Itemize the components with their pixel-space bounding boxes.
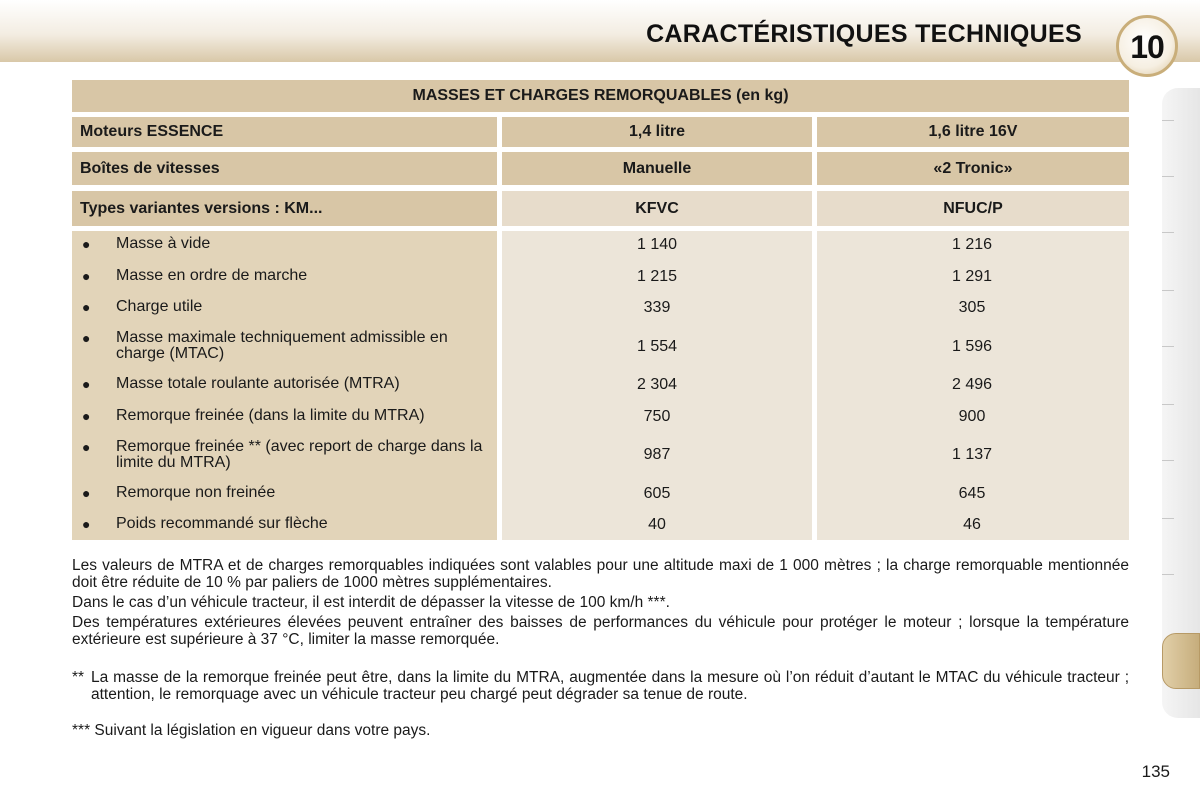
item-value-col1: 605: [643, 485, 671, 502]
tab-divider: [1162, 574, 1174, 575]
bullet: ●: [82, 408, 91, 424]
bullet: ●: [82, 439, 91, 455]
paragraph-speed: Dans le cas d’un véhicule tracteur, il est interdit de dépasser la vitesse de 100 km/h ***.: [72, 594, 670, 611]
item-value-col1: 40: [648, 516, 666, 533]
footnote-text: La masse de la remorque freinée peut être, dans la limite du MTRA, augmentée dans la mesure où l’on réduit d’autant le MTAC du véhicule tracteur ; attention, le remorquage avec un véhicule tracteur peu chargé peut dégrader sa tenue de route.: [91, 669, 1129, 703]
item-value-col1: 2 304: [636, 376, 678, 393]
row-engine-col2: 1,6 litre 16V: [817, 117, 1129, 147]
footnote-text: Suivant la législation en vigueur dans votre pays.: [94, 722, 431, 739]
bullet: ●: [82, 485, 91, 501]
item-label: Masse totale roulante autorisée (MTRA): [116, 375, 400, 392]
tab-divider: [1162, 120, 1174, 121]
item-label: Masse en ordre de marche: [116, 267, 308, 284]
item-value-col1: 750: [643, 408, 671, 425]
item-value-col2: 1 137: [951, 446, 993, 463]
bullet: ●: [82, 268, 91, 284]
item-label: Masse à vide: [116, 235, 211, 252]
row-gearbox-col2: «2 Tronic»: [817, 152, 1129, 185]
item-value-col2: 2 496: [951, 376, 993, 393]
bullet: ●: [82, 330, 91, 346]
row-types-label: Types variantes versions : KM...: [72, 191, 497, 226]
item-value-col1: 339: [643, 299, 671, 316]
item-value-col2: 1 216: [951, 236, 993, 253]
row-engine-col1: 1,4 litre: [502, 117, 812, 147]
chapter-number: 10: [1130, 29, 1164, 65]
tab-divider: [1162, 460, 1174, 461]
bullet: ●: [82, 516, 91, 532]
bullet: ●: [82, 299, 91, 315]
item-label: Charge utile: [116, 298, 203, 315]
row-gearbox-label: Boîtes de vitesses: [72, 152, 497, 185]
chapter-tab-active[interactable]: [1162, 633, 1200, 689]
row-gearbox-col1: Manuelle: [502, 152, 812, 185]
item-value-col1: 1 554: [636, 338, 678, 355]
footnote-marker: **: [72, 669, 85, 686]
footnote: [72, 723, 1129, 740]
item-label: Remorque freinée ** (avec report de charge dans la limite du MTRA): [116, 438, 483, 471]
item-label: Poids recommandé sur flèche: [116, 515, 328, 532]
paragraph-temperature: Des températures extérieures élevées peuvent entraîner des baisses de performances du véhicule pour protéger le moteur ; lorsque la température extérieure est supérieure à 37 °C, limiter la masse remorquée.: [72, 614, 1129, 648]
item-value-col1: 987: [643, 446, 671, 463]
tab-divider: [1162, 176, 1174, 177]
item-value-col2: 1 291: [951, 268, 993, 285]
bullet: ●: [82, 236, 91, 252]
chapter-badge: [1116, 15, 1178, 77]
tab-divider: [1162, 518, 1174, 519]
page-number: 135: [1141, 762, 1170, 781]
row-engine-label: Moteurs ESSENCE: [72, 117, 497, 147]
tab-divider: [1162, 346, 1174, 347]
chapter-tab-strip: [1162, 88, 1200, 718]
item-label: Masse maximale techniquement admissible en charge (MTAC): [116, 329, 448, 362]
item-value-col2: 305: [958, 299, 986, 316]
footnote-marker: ***: [72, 722, 91, 739]
item-value-col2: 46: [963, 516, 981, 533]
row-types-col1: KFVC: [502, 191, 812, 226]
paragraph-altitude: Les valeurs de MTRA et de charges remorquables indiquées sont valables pour une altitude maxi de 1 000 mètres ; la charge remorquable mentionnée doit être réduite de 10 % par paliers de 1000 mètres supplémentaires.: [72, 557, 1129, 591]
page-title: CARACTÉRISTIQUES TECHNIQUES: [646, 20, 1082, 48]
item-label: Remorque non freinée: [116, 484, 276, 501]
item-value-col1: 1 215: [636, 268, 678, 285]
item-value-col2: 1 596: [951, 338, 993, 355]
tab-divider: [1162, 232, 1174, 233]
item-label: Remorque freinée (dans la limite du MTRA): [116, 407, 425, 424]
row-types-col2: NFUC/P: [817, 191, 1129, 226]
footnote: [72, 670, 1129, 703]
item-value-col1: 1 140: [636, 236, 678, 253]
item-value-col2: 645: [958, 485, 986, 502]
table-title: MASSES ET CHARGES REMORQUABLES (en kg): [72, 80, 1129, 112]
item-value-col2: 900: [958, 408, 986, 425]
tab-divider: [1162, 404, 1174, 405]
bullet: ●: [82, 376, 91, 392]
tab-divider: [1162, 290, 1174, 291]
